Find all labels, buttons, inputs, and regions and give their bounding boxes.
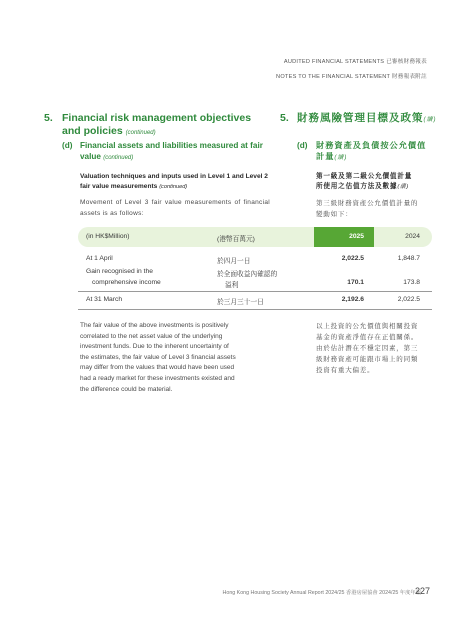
row-opening-2024: 1,848.7: [397, 255, 420, 262]
row-closing-2024: 2,022.5: [397, 296, 420, 303]
conclusion-line-zh: 以上投資的公允價值與相關投資: [316, 323, 419, 330]
row-closing-label-zh: 於三月三十一日: [217, 299, 264, 306]
row-opening-2025: 2,022.5: [341, 255, 364, 262]
table-header-2024: 2024: [405, 233, 420, 240]
row-gain-2025: 170.1: [347, 279, 364, 286]
table-bottom-rule: [78, 309, 432, 310]
heading-valuation-text: Valuation techniques and inputs used in Level 1 and Level 2 fair value measurements: [80, 173, 268, 190]
heading-valuation-en: [80, 172, 270, 192]
conclusion-paragraph-zh: [316, 321, 436, 376]
conclusion-line-en: The fair value of the above investments is positively: [80, 322, 229, 329]
conclusion-line-en: may differ from the values that would have been used: [80, 364, 235, 372]
row-gain-label-en-1: Gain recognised in the: [86, 268, 153, 275]
footer-report-title: Hong Kong Housing Society Annual Report 2024/25 香港房屋協會 2024/25 年度年報: [222, 590, 421, 596]
row-opening-label-en: At 1 April: [86, 255, 113, 262]
conclusion-line-en: investment funds. Due to the inherent uncertainty of: [80, 343, 229, 351]
intro-paragraph-zh-1: 第三級財務資產公允價值計量的: [316, 200, 419, 207]
row-gain-2024: 173.8: [403, 279, 420, 286]
heading-valuation-zh-2-text: 所使用之估值方法及數據: [316, 183, 398, 190]
page-number: 227: [414, 586, 430, 596]
section-title-en: [62, 112, 262, 139]
row-gain-label-zh-2: 溢利: [225, 282, 239, 289]
heading-valuation-zh-2: [316, 182, 409, 193]
conclusion-line-zh: 投資有重大偏差。: [316, 367, 375, 374]
subsection-title-text: Financial assets and liabilities measured at fair value: [80, 141, 263, 161]
conclusion-line-en: had a ready market for these investments existed and: [80, 374, 235, 382]
conclusion-line-zh: 由於估計潛在不穩定因素，第三: [316, 345, 419, 352]
section-continued: (continued): [125, 129, 156, 136]
conclusion-paragraph-en: [80, 321, 270, 395]
row-opening-label-zh: 於四月一日: [217, 258, 251, 265]
conclusion-line-zh: 級財務資產可能跟市場上的同類: [316, 356, 419, 363]
heading-valuation-zh-1: 第一級及第二級公允價值計量: [316, 173, 413, 180]
heading-valuation-zh-continued: (續): [397, 184, 410, 190]
subsection-continued-zh: (續): [334, 154, 348, 161]
table-header-2025: 2025: [349, 233, 364, 240]
table-header-unit-en: (in HK$Million): [86, 233, 130, 240]
intro-paragraph-zh-2: 變動如下：: [316, 211, 353, 218]
conclusion-line-en: the estimates, the fair value of Level 3 financial assets: [80, 353, 236, 361]
row-gain-label-zh-1: 於全面收益內確認的: [217, 271, 278, 278]
table-header-unit-zh: (港幣百萬元): [217, 236, 255, 243]
heading-valuation-continued: (continued): [159, 183, 188, 190]
intro-paragraph-en: Movement of Level 3 fair value measurements of financial assets is as follows:: [80, 199, 270, 217]
section-continued-zh: (續): [423, 117, 437, 123]
subsection-label-en: (d): [62, 141, 73, 150]
section-title-zh-text: 財務風險管理目標及政策: [297, 112, 424, 124]
conclusion-line-en: the difference could be material.: [80, 385, 173, 393]
subsection-title-zh-text: 財務資產及負債按公允價值計量: [316, 141, 427, 161]
row-closing-2025: 2,192.6: [341, 296, 364, 303]
running-header-1: AUDITED FINANCIAL STATEMENTS 已審核財務報表: [283, 59, 427, 65]
section-number-en: 5.: [44, 112, 53, 124]
row-gain-label-en-2: comprehensive income: [92, 279, 161, 286]
subsection-label-zh: (d): [297, 141, 308, 150]
subsection-continued: (continued): [103, 154, 134, 161]
subsection-title-zh: [316, 141, 434, 163]
row-closing-label-en: At 31 March: [86, 296, 123, 303]
table-divider: [78, 291, 432, 292]
conclusion-line-zh: 基金的資產淨值存在正值關係。: [316, 334, 419, 341]
running-header-2: NOTES TO THE FINANCIAL STATEMENT 財務報表附註: [276, 74, 427, 80]
section-title-zh: [297, 112, 437, 127]
conclusion-line-en: correlated to the net asset value of the underlying: [80, 332, 223, 340]
section-number-zh: 5.: [280, 112, 289, 124]
section-title-text: Financial risk management objectives and policies: [62, 112, 252, 137]
subsection-title-en: [80, 141, 270, 163]
